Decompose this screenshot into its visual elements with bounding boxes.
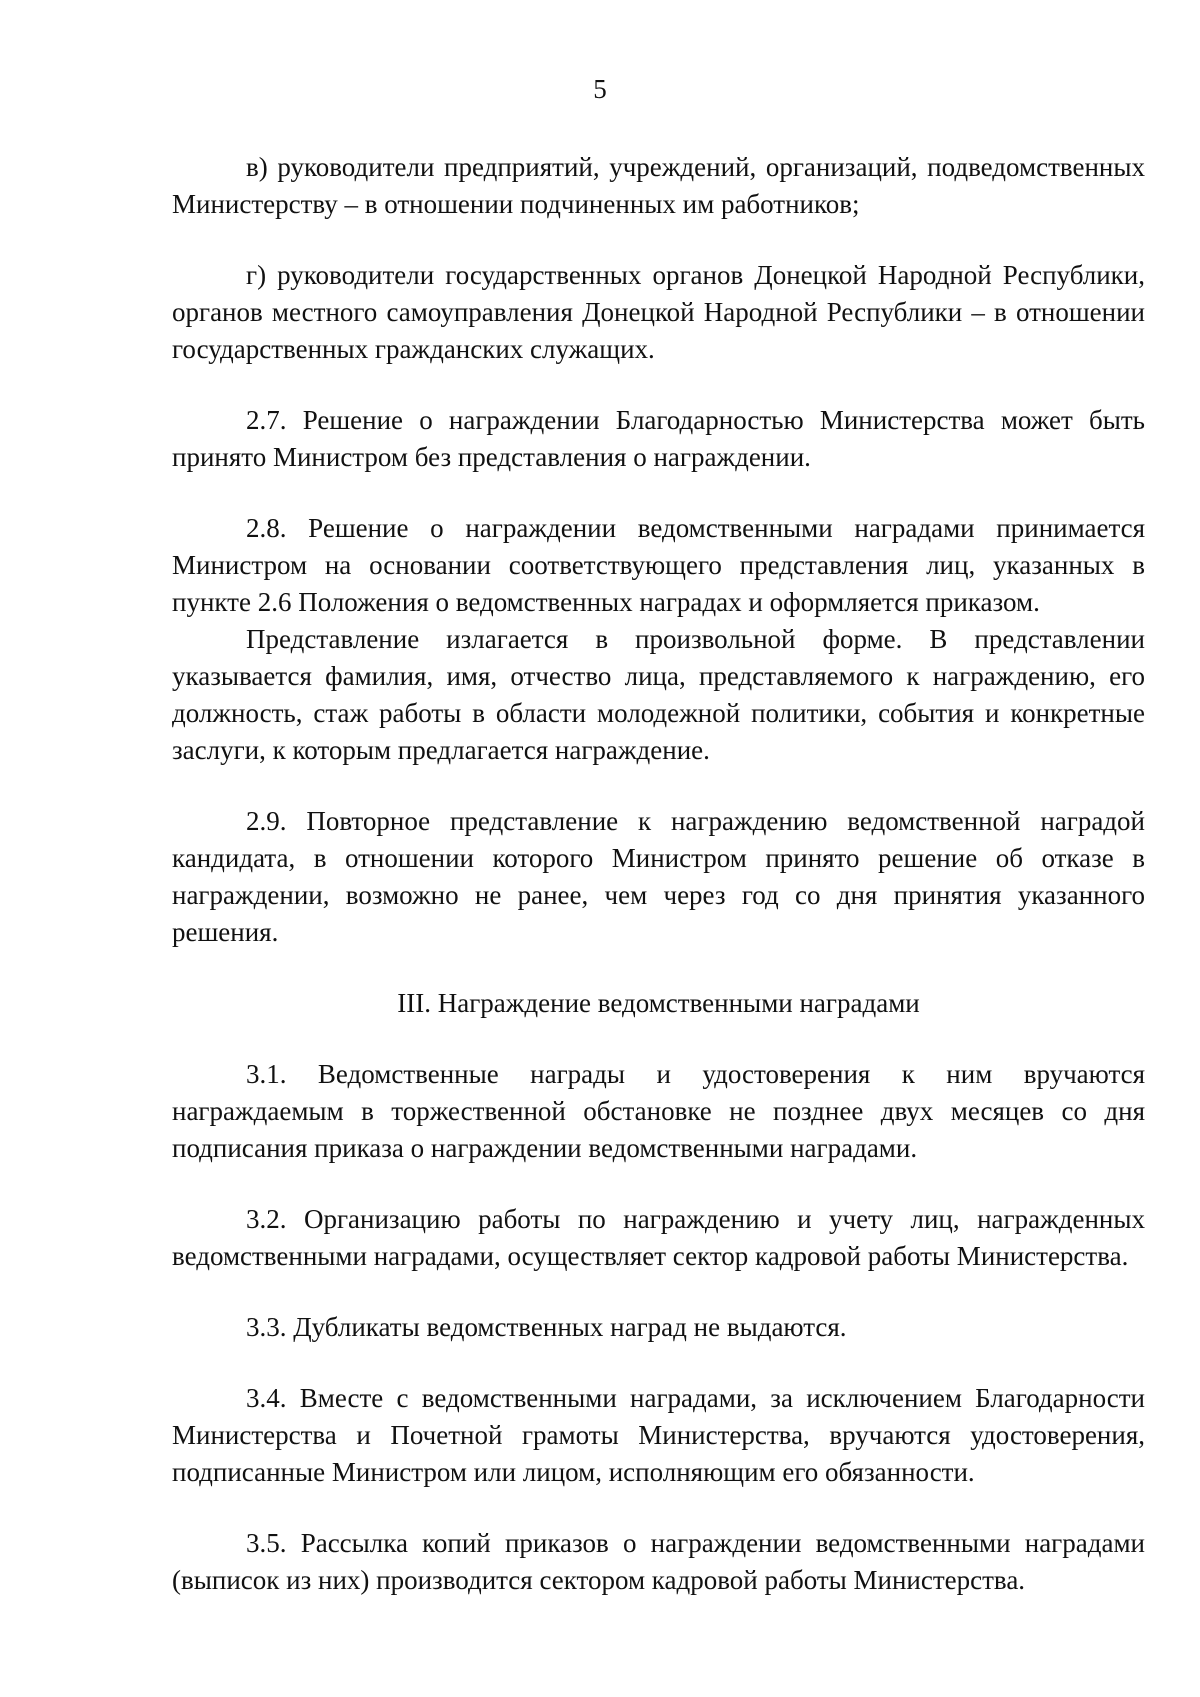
document-body <box>172 149 1145 1599</box>
paragraph-3-5: 3.5. Рассылка копий приказов о награждении ведомственными наградами (выписок из них) производится сектором кадровой работы Министерства. <box>172 1528 1145 1595</box>
paragraph-3-3: 3.3. Дубликаты ведомственных наград не выдаются. <box>246 1312 847 1342</box>
paragraph-2-9: 2.9. Повторное представление к награждению ведомственной наградой кандидата, в отношении которого Министром принято решение об отказе в награждении, возможно не ранее, чем через год со дня принятия указанного решения. <box>172 806 1145 947</box>
paragraph-3-1: 3.1. Ведомственные награды и удостоверения к ним вручаются награждаемым в торжественной обстановке не позднее двух месяцев со дня подписания приказа о награждении ведомственными наградами. <box>172 1059 1145 1163</box>
paragraph-2-8: 2.8. Решение о награждении ведомственными наградами принимается Министром на основании соответствующего представления лиц, указанных в пункте 2.6 Положения о ведомственных наградах и оформляется приказом. <box>172 513 1145 617</box>
page-number: 5 <box>593 74 607 104</box>
paragraph-2-6-g: г) руководители государственных органов Донецкой Народной Республики, органов местного самоуправления Донецкой Народной Республики – в отношении государственных гражданских служащих. <box>172 260 1145 364</box>
paragraph-2-6-v: в) руководители предприятий, учреждений, организаций, подведомственных Министерству – в отношении подчиненных им работников; <box>172 152 1145 219</box>
section-heading: III. Награждение ведомственными наградами <box>397 988 920 1018</box>
paragraph-2-7: 2.7. Решение о награждении Благодарностью Министерства может быть принято Министром без представления о награждении. <box>172 405 1145 472</box>
paragraph-3-2: 3.2. Организацию работы по награждению и учету лиц, награжденных ведомственными наградами, осуществляет сектор кадровой работы Министерства. <box>172 1204 1145 1271</box>
paragraph-2-8-submission: Представление излагается в произвольной форме. В представлении указывается фамилия, имя, отчество лица, представляемого к награждению, его должность, стаж работы в области молодежной политики, события и конкретные заслуги, к которым предлагается награждение. <box>172 624 1145 765</box>
paragraph-3-4: 3.4. Вместе с ведомственными наградами, за исключением Благодарности Министерства и Почетной грамоты Министерства, вручаются удостоверения, подписанные Министром или лицом, исполняющим его обязанности. <box>172 1383 1145 1487</box>
